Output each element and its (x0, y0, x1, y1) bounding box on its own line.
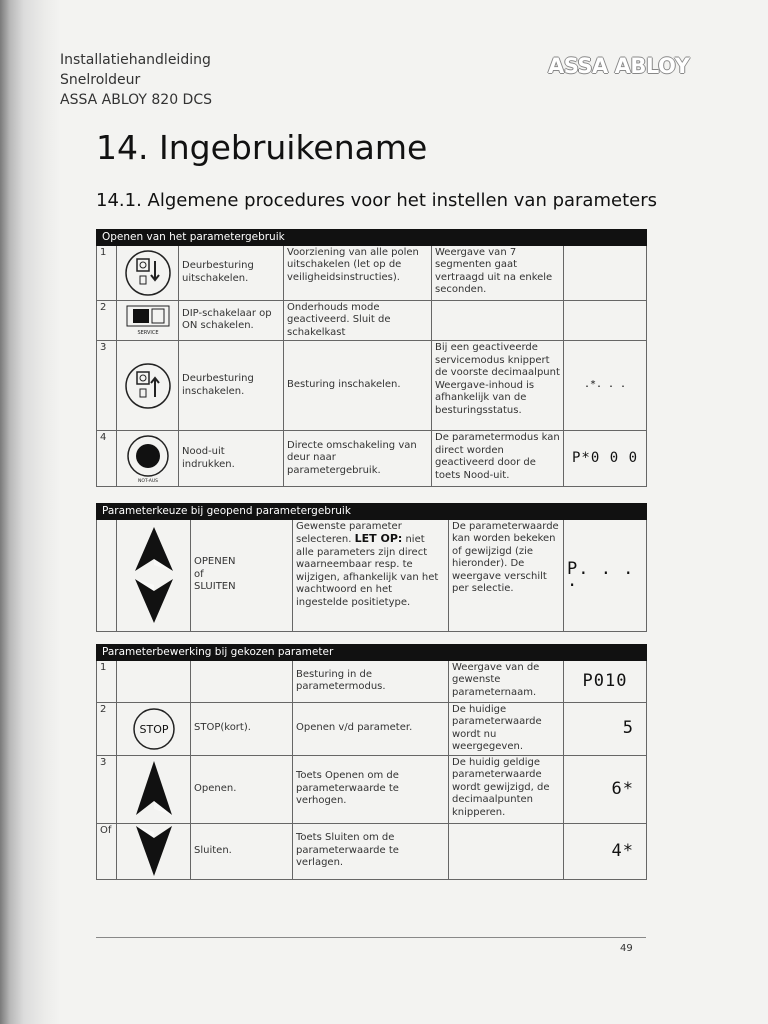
step-description: Openen v/d parameter. (293, 702, 449, 755)
step-label: Deurbesturing inschakelen. (179, 341, 284, 431)
step-description: Toets Openen om de parameterwaarde te verhogen. (293, 755, 449, 823)
emergency-stop-caption: NOT-AUS (137, 478, 158, 484)
footer-divider (96, 937, 646, 938)
dip-switch-caption: SERVICE (136, 330, 159, 337)
table-row (97, 755, 647, 823)
display-value (564, 300, 647, 341)
step-description: Besturing in de parametermodus. (293, 660, 449, 702)
arrow-up-icon (117, 755, 191, 823)
display-value (564, 245, 647, 300)
stop-button-icon (117, 702, 191, 755)
step-label: OPENEN of SLUITEN (191, 519, 293, 631)
step-label: STOP(kort). (191, 702, 293, 755)
step-note (449, 823, 564, 879)
display-value: 4* (564, 823, 647, 879)
step-note: Weergave van de gewenste parameternaam. (449, 660, 564, 702)
row-number: 3 (97, 341, 117, 431)
document-header (60, 50, 212, 110)
table-row (97, 300, 647, 341)
step-note: De huidig geldige parameterwaarde wordt gewijzigd, de decimaalpunten knipperen. (449, 755, 564, 823)
row-icon-cell (117, 660, 191, 702)
table-header: Parameterkeuze bij geopend parametergebruik (97, 504, 647, 520)
step-description: Voorziening van alle polen uitschakelen (let op de veiligheidsinstructies). (284, 245, 432, 300)
table-row (97, 519, 647, 631)
row-number: 4 (97, 431, 117, 487)
step-note: Bij een geactiveerde servicemodus knippert de voorste decimaalpunt Weergave-inhoud is afhankelijk van de besturingsstatus. (432, 341, 564, 431)
table-row (97, 341, 647, 431)
desc-part: niet alle parameters zijn direct waarneembaar resp. te wijzigen, afhankelijk van het wachtwoord en het ingestelde positietype. (296, 534, 439, 608)
dip-switch-icon (117, 300, 179, 341)
row-number: 3 (97, 755, 117, 823)
step-description (293, 519, 449, 631)
display-value: P010 (564, 660, 647, 702)
book-spine-shadow (0, 0, 60, 1024)
row-number (97, 519, 117, 631)
display-value: P. . . . (564, 519, 647, 631)
step-label (191, 660, 293, 702)
emergency-stop-icon (117, 431, 179, 487)
row-number: 1 (97, 660, 117, 702)
assa-abloy-logo: ASSA ABLOY (548, 54, 690, 78)
display-value: 5 (564, 702, 647, 755)
row-number: Of (97, 823, 117, 879)
table-row (97, 431, 647, 487)
display-value: .*. . . (564, 341, 647, 431)
table-row (97, 245, 647, 300)
warning-label: LET OP: (354, 532, 403, 545)
header-line-3: ASSA ABLOY 820 DCS (60, 92, 212, 108)
power-switch-off-icon (117, 245, 179, 300)
row-number: 2 (97, 702, 117, 755)
row-number: 1 (97, 245, 117, 300)
display-value: P*0 0 0 (564, 431, 647, 487)
page-number: 49 (620, 943, 633, 954)
step-note: De parametermodus kan direct worden geactiveerd door de toets Nood-uit. (432, 431, 564, 487)
section-title: 14.1. Algemene procedures voor het instellen van parameters (96, 190, 657, 211)
step-description: Directe omschakeling van deur naar parametergebruik. (284, 431, 432, 487)
header-line-1: Installatiehandleiding (60, 52, 211, 68)
step-label: Nood-uit indrukken. (179, 431, 284, 487)
step-label: Openen. (191, 755, 293, 823)
arrow-down-icon (117, 823, 191, 879)
step-description: Onderhouds mode geactiveerd. Sluit de schakelkast (284, 300, 432, 341)
step-label: Sluiten. (191, 823, 293, 879)
step-note: Weergave van 7 segmenten gaat vertraagd uit na enkele seconden. (432, 245, 564, 300)
table-row (97, 660, 647, 702)
power-switch-on-icon (117, 341, 179, 431)
row-number: 2 (97, 300, 117, 341)
header-line-2: Snelroldeur (60, 72, 141, 88)
step-note (432, 300, 564, 341)
table-opening-parameter-mode (96, 229, 647, 487)
step-description: Toets Sluiten om de parameterwaarde te verlagen. (293, 823, 449, 879)
step-label: Deurbesturing uitschakelen. (179, 245, 284, 300)
chapter-title: 14. Ingebruikename (96, 128, 428, 167)
step-label: DIP-schakelaar op ON schakelen. (179, 300, 284, 341)
table-parameter-editing (96, 644, 647, 880)
table-parameter-selection (96, 503, 647, 632)
display-value: 6* (564, 755, 647, 823)
open-close-arrows-icon (117, 519, 191, 631)
stop-button-text: STOP (139, 722, 168, 736)
table-row (97, 823, 647, 879)
table-row (97, 702, 647, 755)
step-note: De huidige parameterwaarde wordt nu weergegeven. (449, 702, 564, 755)
table-header: Parameterbewerking bij gekozen parameter (97, 645, 647, 661)
step-description: Besturing inschakelen. (284, 341, 432, 431)
step-note: De parameterwaarde kan worden bekeken of gewijzigd (zie hieronder). De weergave verschilt per selectie. (449, 519, 564, 631)
desc-part: Gewenste parameter selecteren. (296, 520, 402, 545)
table-header: Openen van het parametergebruik (97, 230, 647, 246)
